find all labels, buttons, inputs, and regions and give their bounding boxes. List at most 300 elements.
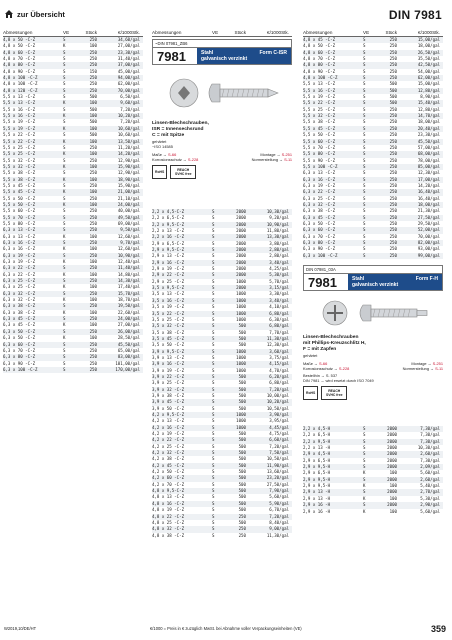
cell-preis: 17,00/gal bbox=[417, 176, 440, 182]
cell-ve: S bbox=[63, 119, 66, 125]
cell-preis: 6,20/gal bbox=[269, 373, 289, 379]
cell-dimension: 5,5 x 25 -C-Z bbox=[3, 144, 36, 150]
cell-stueck: 2000 bbox=[387, 426, 397, 432]
cell-dimension: 2,2 x 16 -C-Z bbox=[152, 234, 185, 240]
cell-dimension: 6,3 x 13 -C-Z bbox=[3, 233, 36, 239]
cell-stueck: 500 bbox=[238, 488, 246, 494]
cell-preis: 2,60/gal bbox=[420, 451, 440, 457]
cell-dimension: 3,5 x 22 -C-Z bbox=[152, 310, 185, 316]
cell-preis: 3,80/gal bbox=[269, 240, 289, 246]
cell-ve: S bbox=[363, 489, 366, 495]
cell-ve: S bbox=[363, 426, 366, 432]
table-body bbox=[3, 37, 143, 373]
cell-preis: 7,50/gal bbox=[269, 450, 289, 456]
cell-ve: S bbox=[212, 240, 215, 246]
cell-stueck: 2000 bbox=[236, 215, 246, 221]
cell-ve: S bbox=[212, 532, 215, 538]
screw-illustration bbox=[152, 67, 292, 119]
cell-stueck: 1000 bbox=[236, 291, 246, 297]
cell-ve: S bbox=[212, 443, 215, 449]
cell-stueck: 250 bbox=[89, 49, 97, 55]
cell-preis: 3,60/gal bbox=[269, 348, 289, 354]
cell-preis: 3,40/gal bbox=[269, 297, 289, 303]
cell-ve: S bbox=[212, 462, 215, 468]
cell-preis: 15,90/gal bbox=[117, 182, 140, 188]
cell-stueck: 250 bbox=[389, 252, 397, 258]
cell-ve: K bbox=[63, 100, 66, 106]
article-notes: gehärtet ~ISO 14585 bbox=[152, 139, 173, 149]
iso-note: DIN 7981 → wird ersetzt durch ISO 7049 bbox=[303, 378, 374, 384]
cell-preis: 62,00/gal bbox=[117, 81, 140, 87]
link-norm[interactable]: Normerstellung → S-11 bbox=[251, 157, 292, 162]
cell-stueck: 250 bbox=[389, 176, 397, 182]
cell-dimension: 4,8 x 70 -C-Z bbox=[3, 56, 36, 62]
cell-preis: 15,90/gal bbox=[117, 163, 140, 169]
cell-dimension: 5,5 x 45 -C-Z bbox=[3, 182, 36, 188]
cell-dimension: 2,2 x 4,5-C-Z bbox=[152, 209, 185, 214]
cell-stueck: 150 bbox=[89, 68, 97, 74]
cell-dimension: 4,2 x 9,5-C-Z bbox=[152, 412, 185, 417]
cell-preis: 7,20/gal bbox=[269, 513, 289, 519]
cell-stueck: 250 bbox=[89, 316, 97, 322]
cell-stueck: 500 bbox=[89, 119, 97, 125]
cell-stueck: 250 bbox=[89, 265, 97, 271]
cell-stueck: 500 bbox=[238, 323, 246, 329]
cell-dimension: 5,5 x 19 -C-Z bbox=[3, 125, 36, 131]
cell-preis: 18,00/gal bbox=[417, 201, 440, 207]
cell-ve: S bbox=[212, 278, 215, 284]
cell-dimension: 2,9 x 9,5-C-Z bbox=[152, 247, 185, 253]
cell-preis: 70,00/gal bbox=[117, 87, 140, 93]
cell-dimension: 6,3 x 13 -C-Z bbox=[303, 170, 336, 176]
cell-dimension: 4,2 x 13 -C-Z bbox=[152, 418, 185, 424]
cell-stueck: 100 bbox=[89, 284, 97, 290]
cell-preis: 12,30/gal bbox=[417, 170, 440, 176]
cell-stueck: 2000 bbox=[236, 285, 246, 291]
table-body bbox=[303, 37, 443, 259]
cell-stueck: 250 bbox=[89, 37, 97, 42]
cell-ve: S bbox=[212, 310, 215, 316]
cell-ve: S bbox=[363, 144, 366, 150]
cell-ve: S bbox=[212, 266, 215, 272]
cell-dimension: 6,3 x 16 -C-Z bbox=[3, 246, 36, 252]
cell-ve: K bbox=[363, 470, 366, 476]
cell-stueck: 500 bbox=[238, 431, 246, 437]
cell-stueck: 100 bbox=[89, 43, 97, 49]
cell-stueck: 500 bbox=[238, 380, 246, 386]
cell-dimension: 6,3 x 70 -C-Z bbox=[3, 347, 36, 353]
cell-dimension: 6,3 x 25 -C-Z bbox=[3, 284, 36, 290]
cell-preis: 24,00/gal bbox=[117, 316, 140, 322]
cell-stueck: 2000 bbox=[387, 464, 397, 470]
cell-preis: 4,10/gal bbox=[269, 304, 289, 310]
cell-dimension: 6,3 x 19 -C-Z bbox=[3, 259, 36, 265]
cell-stueck: 500 bbox=[238, 405, 246, 411]
cell-ve: S bbox=[363, 37, 366, 42]
cell-stueck: 500 bbox=[238, 481, 246, 487]
cell-preis: 3,90/gal bbox=[269, 412, 289, 417]
cell-dimension: 5,5 x 80 -C-Z bbox=[3, 220, 36, 226]
cell-stueck: 250 bbox=[389, 49, 397, 55]
cell-dimension: 4,8 x 120 -C-Z bbox=[3, 87, 38, 93]
cell-dimension: 5,5 x 38 -C-Z bbox=[303, 119, 336, 125]
cell-dimension: 4,8 x 70 -C-Z bbox=[303, 56, 336, 62]
cell-ve: S bbox=[363, 43, 366, 49]
cell-preis: 170,00/gal bbox=[115, 366, 140, 372]
cell-preis: 68,00/gal bbox=[417, 151, 440, 157]
cell-dimension: 6,3 x 90 -C-Z bbox=[3, 360, 36, 366]
cell-stueck: 250 bbox=[89, 75, 97, 81]
cell-ve: S bbox=[363, 476, 366, 482]
cell-preis: 85,00/gal bbox=[417, 163, 440, 169]
cell-dimension: 5,5 x 90 -C-Z bbox=[303, 157, 336, 163]
cell-preis: 10,50/gal bbox=[266, 456, 289, 462]
cell-preis: 2,60/gal bbox=[420, 476, 440, 482]
cell-preis: 4,25/gal bbox=[269, 266, 289, 272]
cell-preis: 26,00/gal bbox=[117, 328, 140, 334]
cell-preis: 3,40/gal bbox=[269, 259, 289, 265]
cell-ve: S bbox=[212, 373, 215, 379]
cell-preis: 12,60/gal bbox=[117, 246, 140, 252]
cell-preis: 12,60/gal bbox=[117, 233, 140, 239]
cell-preis: 4,45/gal bbox=[269, 424, 289, 430]
cell-preis: 2,09/gal bbox=[420, 464, 440, 470]
cell-stueck: 500 bbox=[238, 519, 246, 525]
cell-stueck: 250 bbox=[389, 75, 397, 81]
cell-stueck: 1000 bbox=[236, 361, 246, 367]
cell-ve: S bbox=[63, 341, 66, 347]
cell-stueck: 500 bbox=[238, 475, 246, 481]
cell-preis: 10,50/gal bbox=[266, 405, 289, 411]
cell-stueck: 250 bbox=[89, 341, 97, 347]
cell-preis: 14,20/gal bbox=[117, 151, 140, 157]
cell-dimension: 2,2 x 9,5-C-Z bbox=[152, 221, 185, 227]
article-description: Linsen-Blechschrauben mit Phillips-Kreuzschlitz H, F = mit Zapfen bbox=[303, 335, 366, 353]
cell-ve: S bbox=[363, 445, 366, 451]
cell-ve: S bbox=[212, 304, 215, 310]
cell-dimension: 4,2 x 45 -C-Z bbox=[152, 462, 185, 468]
cell-preis: 3,95/gal bbox=[269, 418, 289, 424]
cell-stueck: 250 bbox=[389, 195, 397, 201]
cell-ve: S bbox=[363, 457, 366, 463]
cell-stueck: 250 bbox=[89, 195, 97, 201]
cell-preis: 101,00/gal bbox=[115, 360, 140, 366]
cell-dimension: 5,5 x 50 -C-Z bbox=[3, 201, 36, 207]
link-korrosion[interactable]: Korrosionsschutz → S-228 bbox=[152, 157, 199, 162]
cell-ve: S bbox=[363, 220, 366, 226]
cell-ve: S bbox=[212, 526, 215, 532]
cell-dimension: 3,5 x 16 -C-Z bbox=[152, 297, 185, 303]
cell-preis: 45,50/gal bbox=[117, 341, 140, 347]
cell-preis: 9,70/gal bbox=[120, 240, 140, 245]
cell-ve: S bbox=[363, 56, 366, 62]
cell-preis: 5,70/gal bbox=[269, 278, 289, 284]
cell-ve: S bbox=[63, 360, 66, 366]
cell-dimension: 6,3 x 80 -C-Z bbox=[303, 240, 336, 245]
cell-stueck: 500 bbox=[238, 494, 246, 500]
cell-preis: 9,50/gal bbox=[120, 227, 140, 233]
cell-preis: 40,00/gal bbox=[117, 208, 140, 214]
cell-preis: 5,30/gal bbox=[420, 495, 440, 501]
article-code: ~DIN 07981_ZB6 bbox=[153, 40, 291, 48]
cell-ve: S bbox=[212, 437, 215, 443]
cell-ve: S bbox=[212, 221, 215, 227]
cell-dimension: 6,3 x 25 -C-Z bbox=[3, 278, 36, 284]
cell-stueck: 500 bbox=[238, 437, 246, 443]
cell-ve: S bbox=[212, 418, 215, 424]
cell-dimension: 5,5 x 80 -C-Z bbox=[303, 151, 336, 157]
cell-stueck: 250 bbox=[89, 240, 97, 245]
cell-dimension: 2,9 x 6,5-C-Z bbox=[152, 240, 185, 246]
cell-preis: 23,20/gal bbox=[266, 475, 289, 481]
cell-stueck: 250 bbox=[238, 513, 246, 519]
cell-preis: 8,90/gal bbox=[420, 94, 440, 100]
cell-ve: S bbox=[63, 354, 66, 360]
cell-stueck: 100 bbox=[89, 151, 97, 157]
cell-preis: 52,00/gal bbox=[417, 227, 440, 233]
cell-preis: 23,30/gal bbox=[417, 132, 440, 138]
cell-preis: 10,30/gal bbox=[266, 209, 289, 214]
cell-ve: S bbox=[63, 240, 66, 245]
cell-preis: 69,00/gal bbox=[117, 220, 140, 226]
cell-ve: S bbox=[212, 475, 215, 481]
cell-stueck: 1000 bbox=[236, 354, 246, 360]
cell-preis: 5,60/gal bbox=[269, 494, 289, 500]
cell-dimension: 2,9 x 6,5-H bbox=[303, 457, 331, 463]
cell-ve: S bbox=[212, 361, 215, 367]
cell-preis: 10,60/gal bbox=[117, 132, 140, 138]
cell-stueck: 2000 bbox=[236, 253, 246, 259]
cell-dimension: 2,9 x 9,5-H bbox=[303, 483, 331, 489]
cell-ve: K bbox=[63, 125, 66, 131]
cell-dimension: 2,9 x 25 -C-Z bbox=[152, 278, 185, 284]
cell-stueck: 500 bbox=[238, 392, 246, 398]
cell-dimension: 5,5 x 13 -C-Z bbox=[303, 81, 336, 87]
cell-dimension: 4,8 x 80 -C-Z bbox=[3, 62, 36, 68]
cell-ve: S bbox=[212, 323, 215, 329]
cell-stueck: 500 bbox=[389, 81, 397, 87]
cell-preis: 15,00/gal bbox=[417, 37, 440, 42]
link-norm[interactable]: Normerstellung → S-11 bbox=[402, 366, 443, 372]
cell-preis: 21,00/gal bbox=[117, 189, 140, 195]
cell-ve: S bbox=[212, 291, 215, 297]
cell-stueck: 250 bbox=[389, 132, 397, 138]
cell-dimension: 3,9 x 9,5-C-Z bbox=[152, 348, 185, 354]
badges bbox=[152, 165, 292, 179]
cell-dimension: 3,9 x 25 -C-Z bbox=[152, 380, 185, 386]
cell-stueck: 2000 bbox=[236, 247, 246, 253]
cell-ve: S bbox=[212, 329, 215, 335]
cell-stueck: 250 bbox=[89, 252, 97, 258]
cell-stueck: 500 bbox=[238, 373, 246, 379]
cell-stueck: 100 bbox=[389, 495, 397, 501]
table-header: Abmessungen VE Stück €/1000Stk. bbox=[3, 28, 143, 37]
cell-stueck: 250 bbox=[89, 170, 97, 176]
cell-stueck: 250 bbox=[389, 189, 397, 195]
cell-stueck: 250 bbox=[89, 208, 97, 214]
article-number: 7981 bbox=[308, 274, 337, 290]
link-masse[interactable]: Maße → S-66 bbox=[152, 152, 177, 157]
cell-stueck: 2000 bbox=[236, 221, 246, 227]
cell-dimension: 4,2 x 70 -C-Z bbox=[152, 481, 185, 487]
cell-stueck: 100 bbox=[89, 259, 97, 265]
cell-preis: 10,90/gal bbox=[117, 252, 140, 258]
cell-preis: 6,70/gal bbox=[269, 507, 289, 513]
screw-drawing-icon bbox=[313, 295, 433, 331]
cell-preis: 62,00/gal bbox=[417, 75, 440, 81]
cell-ve: S bbox=[363, 106, 366, 112]
cell-stueck: 250 bbox=[389, 56, 397, 62]
cell-dimension: 3,5 x 38 -C-Z bbox=[152, 329, 185, 335]
cell-stueck: 2000 bbox=[387, 432, 397, 438]
cell-ve: S bbox=[63, 195, 66, 201]
cell-ve: S bbox=[212, 469, 215, 475]
cell-ve: S bbox=[212, 450, 215, 456]
cell-ve: S bbox=[363, 502, 366, 508]
cell-preis: 31,40/gal bbox=[117, 56, 140, 62]
cell-ve: S bbox=[63, 37, 66, 42]
cell-dimension: 3,9 x 19 -C-Z bbox=[152, 367, 185, 373]
cell-ve: S bbox=[212, 335, 215, 341]
cell-preis: 27,00/gal bbox=[117, 322, 140, 328]
cell-ve: S bbox=[63, 56, 66, 62]
cell-ve: S bbox=[363, 438, 366, 444]
cell-preis: 15,40/gal bbox=[417, 100, 440, 106]
cell-dimension: 6,3 x 80 -C-Z bbox=[3, 354, 36, 360]
cell-dimension: 5,5 x 22 -C-Z bbox=[3, 138, 36, 144]
cell-ve: S bbox=[363, 252, 366, 258]
cell-dimension: 5,5 x 60 -C-Z bbox=[3, 208, 36, 214]
cell-stueck: 100 bbox=[89, 100, 97, 106]
table-body bbox=[303, 426, 443, 515]
table-header: Abmessungen VE Stück €/1000Stk. bbox=[152, 28, 292, 37]
cell-preis: 12,80/gal bbox=[417, 106, 440, 112]
cell-ve: K bbox=[63, 309, 66, 315]
cell-preis: 4,15/gal bbox=[269, 361, 289, 367]
cell-ve: S bbox=[363, 189, 366, 195]
cell-dimension: 5,5 x 38 -C-Z bbox=[3, 176, 36, 182]
cell-ve: S bbox=[212, 412, 215, 417]
cell-stueck: 250 bbox=[89, 290, 97, 296]
cell-stueck: 500 bbox=[238, 462, 246, 468]
cell-ve: K bbox=[63, 335, 66, 341]
cell-preis: 13,60/gal bbox=[266, 469, 289, 475]
cell-preis: 11,30/gal bbox=[266, 532, 289, 538]
cell-stueck: 250 bbox=[89, 328, 97, 334]
cell-preis: 7,70/gal bbox=[269, 329, 289, 335]
cell-dimension: 4,8 x 100 -C-Z bbox=[3, 81, 38, 87]
cell-dimension: 3,5 x 13 -C-Z bbox=[152, 291, 185, 297]
cell-dimension: 4,8 x 100 -C-Z bbox=[3, 75, 38, 81]
cell-preis: 13,30/gal bbox=[266, 234, 289, 240]
cell-dimension: 6,3 x 38 -C-Z bbox=[303, 208, 336, 214]
home-link[interactable] bbox=[4, 9, 65, 19]
cell-ve: S bbox=[363, 432, 366, 438]
cell-stueck: 250 bbox=[389, 113, 397, 119]
bestell-note[interactable]: Bestellhin → S. 537 bbox=[303, 373, 338, 379]
cell-dimension: 3,9 x 38 -C-Z bbox=[152, 392, 185, 398]
cell-ve: S bbox=[212, 247, 215, 253]
link-montage[interactable]: Montage → S-251 bbox=[260, 152, 292, 157]
cell-ve: S bbox=[63, 144, 66, 150]
cell-ve: S bbox=[363, 119, 366, 125]
link-montage[interactable]: Montage → S-251 bbox=[411, 361, 443, 367]
cell-stueck: 250 bbox=[89, 182, 97, 188]
cell-preis: 11,80/gal bbox=[266, 228, 289, 234]
cell-ve: K bbox=[63, 189, 66, 195]
cell-ve: S bbox=[63, 316, 66, 322]
cell-stueck: 100 bbox=[89, 246, 97, 252]
cell-dimension: 6,3 x 45 -C-Z bbox=[3, 316, 36, 322]
cell-ve: S bbox=[212, 500, 215, 506]
cell-dimension: 4,2 x 32 -C-Z bbox=[152, 450, 185, 456]
cell-stueck: 1000 bbox=[236, 297, 246, 303]
cell-dimension: 2,9 x 16 -H bbox=[303, 508, 331, 514]
table-row bbox=[303, 253, 443, 259]
cell-ve: S bbox=[63, 208, 66, 214]
cell-ve: K bbox=[63, 259, 66, 265]
norm-references-2 bbox=[152, 157, 292, 162]
cell-ve: K bbox=[63, 151, 66, 157]
cell-stueck: 1000 bbox=[236, 418, 246, 424]
cell-stueck: 500 bbox=[238, 456, 246, 462]
cell-preis: 12,90/gal bbox=[117, 170, 140, 176]
cell-stueck: 100 bbox=[89, 201, 97, 207]
cell-stueck: 250 bbox=[89, 81, 97, 87]
cell-dimension: 2,9 x 9,5-H bbox=[303, 464, 331, 470]
cell-dimension: 2,9 x 4,5-H bbox=[303, 451, 331, 457]
cell-ve: S bbox=[212, 513, 215, 519]
cell-dimension: 5,5 x 13 -C-Z bbox=[3, 94, 36, 100]
cell-dimension: 5,5 x 16 -C-Z bbox=[303, 87, 336, 93]
cell-preis: 9,20/gal bbox=[269, 215, 289, 221]
cell-dimension: 2,2 x 6,5-C-Z bbox=[152, 215, 185, 221]
cell-preis: 7,30/gal bbox=[420, 457, 440, 463]
cell-ve: S bbox=[63, 328, 66, 334]
cell-dimension: 4,2 x 60 -C-Z bbox=[152, 475, 185, 481]
cell-stueck: 250 bbox=[238, 526, 246, 532]
cell-stueck: 100 bbox=[389, 470, 397, 476]
table-row bbox=[3, 367, 143, 373]
cell-stueck: 1000 bbox=[236, 278, 246, 284]
cell-stueck: 250 bbox=[389, 246, 397, 252]
link-masse[interactable]: Maße → S-66 bbox=[303, 361, 328, 367]
cell-ve: S bbox=[63, 94, 66, 100]
cell-preis: 7,30/gal bbox=[420, 432, 440, 438]
cell-ve: S bbox=[212, 481, 215, 487]
cell-dimension: 3,9 x 45 -C-Z bbox=[152, 399, 185, 405]
cell-dimension: 4,8 x 19 -C-Z bbox=[152, 507, 185, 513]
reach-badge: REACH SVHC free bbox=[170, 165, 196, 179]
cell-ve: S bbox=[63, 303, 66, 309]
cell-preis: 2,80/gal bbox=[269, 253, 289, 259]
cell-dimension: 2,9 x 13 -H bbox=[303, 495, 331, 501]
cell-preis: 82,00/gal bbox=[417, 240, 440, 245]
link-korrosion[interactable]: Korrosionsschutz → S-228 bbox=[303, 366, 350, 372]
cell-stueck: 500 bbox=[238, 500, 246, 506]
cell-dimension: 5,5 x 38 -C-Z bbox=[3, 170, 36, 176]
cell-ve: S bbox=[363, 68, 366, 74]
cell-preis: 93,00/gal bbox=[417, 246, 440, 252]
cell-ve: S bbox=[63, 290, 66, 296]
cell-dimension: 3,5 x 25 -C-Z bbox=[152, 316, 185, 322]
cell-ve: S bbox=[212, 392, 215, 398]
cell-stueck: 250 bbox=[89, 56, 97, 62]
table-body bbox=[152, 209, 292, 539]
cell-dimension: 6,3 x 60 -C-Z bbox=[3, 341, 36, 347]
cell-preis: 21,30/gal bbox=[417, 208, 440, 214]
cell-stueck: 500 bbox=[238, 443, 246, 449]
